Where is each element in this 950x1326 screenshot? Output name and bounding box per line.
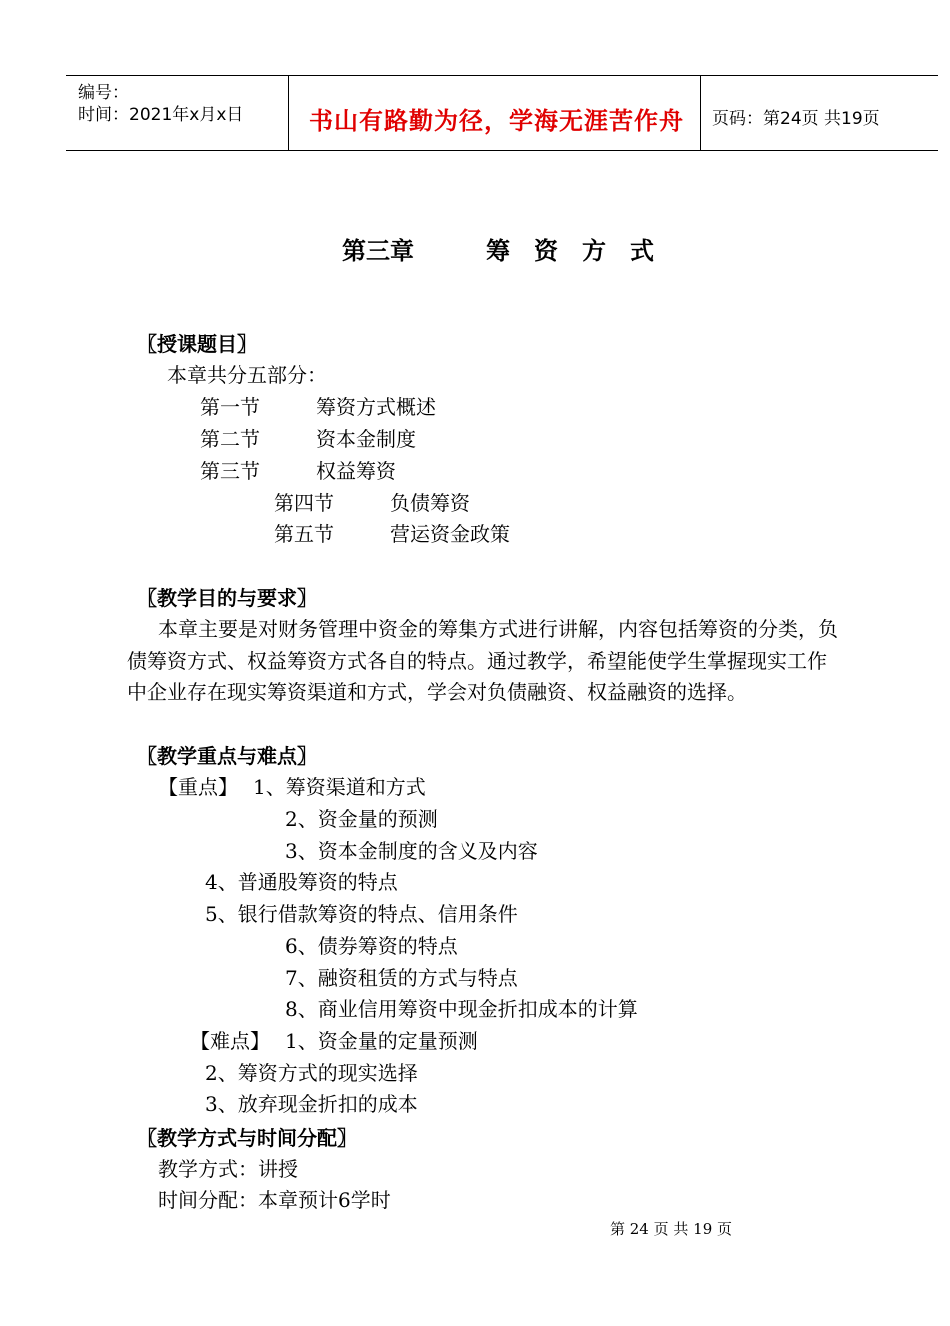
section-heading-purpose: 〖教学目的与要求〗 — [137, 586, 317, 610]
focus-item: 6、债券筹资的特点 — [285, 934, 458, 958]
header-divider-left — [288, 75, 289, 151]
time-line: 时间分配：本章预计6学时 — [158, 1188, 391, 1212]
method-line: 教学方式：讲授 — [158, 1157, 298, 1181]
purpose-line: 债筹资方式、权益筹资方式各自的特点。通过教学，希望能使学生掌握现实工作 — [127, 649, 827, 673]
header-number-label: 编号： — [78, 83, 129, 103]
topics-intro: 本章共分五部分： — [167, 363, 327, 387]
topic-title: 营运资金政策 — [390, 522, 510, 546]
topic-num: 第四节 — [274, 491, 334, 515]
section-heading-keypoints: 〖教学重点与难点〗 — [137, 744, 317, 768]
chapter-title: 第三章 筹 资 方 式 — [342, 237, 654, 265]
topic-num: 第五节 — [274, 522, 334, 546]
topic-title: 资本金制度 — [316, 427, 416, 451]
focus-item: 4、普通股筹资的特点 — [205, 870, 398, 894]
focus-item: 7、融资租赁的方式与特点 — [285, 966, 518, 990]
topic-num: 第二节 — [200, 427, 260, 451]
header-motto: 书山有路勤为径，学海无涯苦作舟 — [309, 107, 684, 135]
header-top-border — [66, 75, 938, 76]
focus-label: 【重点】 — [158, 775, 238, 799]
topic-num: 第三节 — [200, 459, 260, 483]
focus-item: 2、资金量的预测 — [285, 807, 438, 831]
difficult-label: 【难点】 — [190, 1029, 270, 1053]
focus-item: 5、银行借款筹资的特点、信用条件 — [205, 902, 518, 926]
purpose-line: 本章主要是对财务管理中资金的筹集方式进行讲解，内容包括筹资的分类，负 — [158, 617, 838, 641]
topic-title: 负债筹资 — [390, 491, 470, 515]
header-page-info: 页码：第24页 共19页 — [712, 109, 880, 129]
header-bottom-border — [66, 150, 938, 151]
header-divider-right — [700, 75, 701, 151]
page-footer: 第 24 页 共 19 页 — [610, 1220, 733, 1238]
topic-title: 权益筹资 — [316, 459, 396, 483]
purpose-line: 中企业存在现实筹资渠道和方式，学会对负债融资、权益融资的选择。 — [127, 680, 747, 704]
topic-title: 筹资方式概述 — [316, 395, 436, 419]
topic-num: 第一节 — [200, 395, 260, 419]
section-heading-method: 〖教学方式与时间分配〗 — [137, 1126, 357, 1150]
header-time-label: 时间：2021年x月x日 — [78, 105, 244, 125]
focus-item: 1、筹资渠道和方式 — [253, 775, 426, 799]
difficult-item: 2、筹资方式的现实选择 — [205, 1061, 418, 1085]
difficult-item: 3、放弃现金折扣的成本 — [205, 1092, 418, 1116]
section-heading-topics: 〖授课题目〗 — [137, 332, 257, 356]
focus-item: 8、商业信用筹资中现金折扣成本的计算 — [285, 997, 638, 1021]
difficult-item: 1、资金量的定量预测 — [285, 1029, 478, 1053]
focus-item: 3、资本金制度的含义及内容 — [285, 839, 538, 863]
